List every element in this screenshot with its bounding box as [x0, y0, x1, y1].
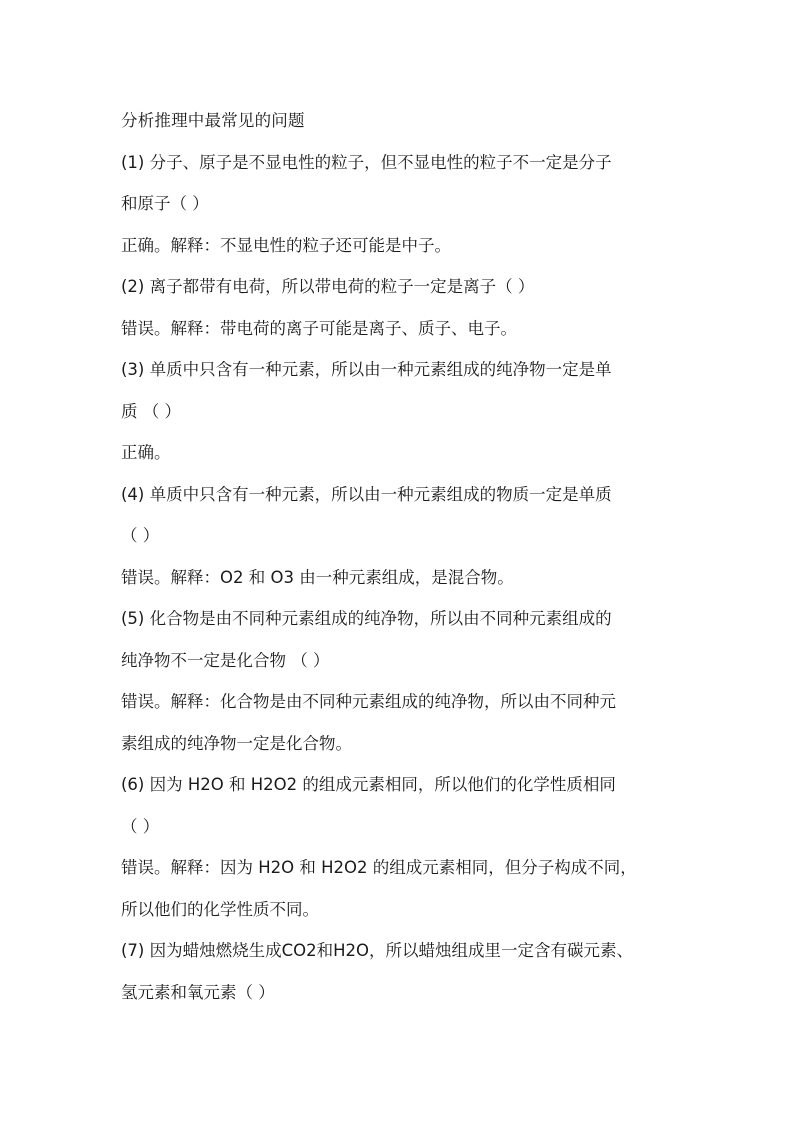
q3-statement-line2: 质 （ ） [121, 401, 181, 421]
q6-statement-line2: （ ） [121, 816, 160, 836]
q5-statement-line1: (5) 化合物是由不同种元素组成的纯净物，所以由不同种元素组成的 [121, 609, 612, 628]
q4-statement-line2: （ ） [121, 526, 160, 545]
document-title: 分析推理中最常见的问题 [121, 111, 305, 130]
q1-answer: 正确。解释：不显电性的粒子还可能是中子。 [121, 235, 451, 255]
q3-statement-line1: (3) 单质中只含有一种元素，所以由一种元素组成的纯净物一定是单 [121, 360, 612, 379]
q5-answer-line1: 错误。解释：化合物是由不同种元素组成的纯净物，所以由不同种元 [121, 692, 616, 711]
q6-statement-line1: (6) 因为 H2O 和 H2O2 的组成元素相同，所以他们的化学性质相同 [121, 775, 616, 794]
q3-answer: 正确。 [121, 443, 171, 462]
q5-answer-line2: 素组成的纯净物一定是化合物。 [121, 733, 352, 753]
q1-statement-line2: 和原子（ ） [121, 194, 209, 213]
q4-answer: 错误。解释：O2 和 O3 由一种元素组成，是混合物。 [121, 567, 514, 587]
q4-statement-line1: (4) 单质中只含有一种元素，所以由一种元素组成的物质一定是单质 [121, 484, 612, 504]
q2-answer: 错误。解释：带电荷的离子可能是离子、质子、电子。 [121, 318, 517, 338]
q2-statement: (2) 离子都带有电荷，所以带电荷的粒子一定是离子（ ） [121, 277, 535, 296]
q5-statement-line2: 纯净物不一定是化合物 （ ） [121, 650, 330, 670]
q1-statement-line1: (1) 分子、原子是不显电性的粒子，但不显电性的粒子不一定是分子 [121, 152, 612, 172]
q7-statement-line2: 氢元素和氧元素（ ） [121, 982, 275, 1002]
q7-statement-line1: (7) 因为蜡烛燃烧生成CO2和H2O，所以蜡烛组成里一定含有碳元素、 [121, 941, 634, 960]
q6-answer-line1: 错误。解释：因为 H2O 和 H2O2 的组成元素相同，但分子构成不同， [121, 858, 637, 877]
q6-answer-line2: 所以他们的化学性质不同。 [121, 899, 319, 919]
document-page [121, 100, 691, 1013]
